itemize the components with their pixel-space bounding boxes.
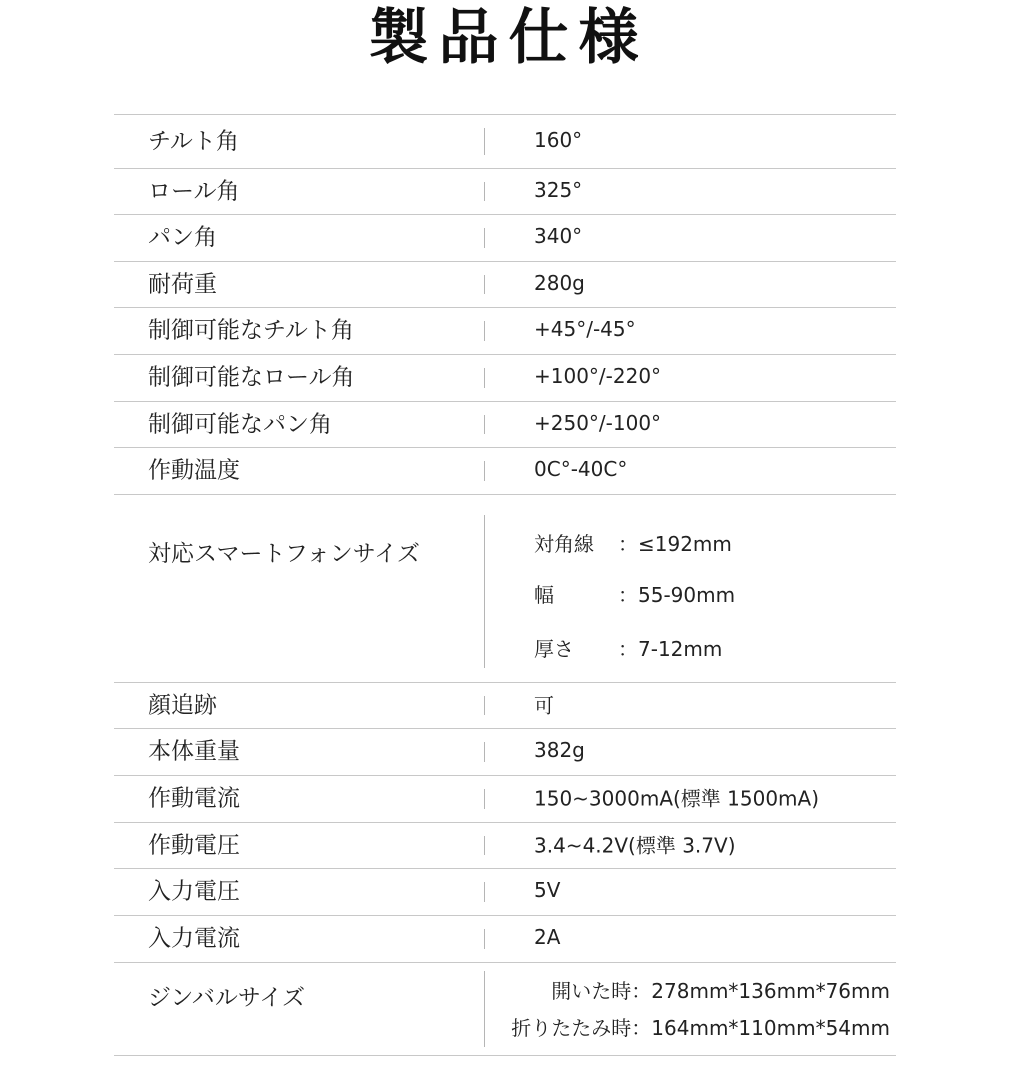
- spec-row-face-tracking: [114, 683, 896, 729]
- spec-subvalue: ：≤192mm: [618, 532, 732, 556]
- column-divider: [484, 182, 485, 201]
- spec-row-controllable-roll: [114, 355, 896, 402]
- spec-value: 0C°-40C°: [534, 457, 628, 481]
- spec-subvalue: ：7-12mm: [618, 637, 723, 661]
- spec-row-body-weight: [114, 729, 896, 776]
- spec-label: 耐荷重: [148, 271, 217, 297]
- spec-subkey: 厚さ: [534, 637, 574, 661]
- spec-value: +100°/-220°: [534, 364, 662, 388]
- spec-row-input-current: [114, 916, 896, 963]
- spec-subline-diagonal: [534, 528, 732, 557]
- column-divider: [484, 461, 485, 481]
- spec-subvalue: ：55-90mm: [618, 583, 736, 607]
- column-divider: [484, 321, 485, 341]
- spec-row-input-voltage: [114, 869, 896, 916]
- spec-subline-width: [534, 579, 735, 608]
- column-divider: [484, 228, 485, 248]
- spec-value: 382g: [534, 738, 585, 762]
- column-divider: [484, 882, 485, 902]
- column-divider: [484, 415, 485, 434]
- spec-row-operating-temperature: [114, 448, 896, 495]
- spec-subkey: 対角線: [534, 532, 594, 556]
- spec-row-tilt-angle: [114, 115, 896, 169]
- spec-row-operating-current: [114, 776, 896, 823]
- spec-value: 2A: [534, 925, 561, 949]
- gimbal-size-open: 開いた時：278mm*136mm*76mm: [551, 979, 890, 1003]
- column-divider: [484, 789, 485, 809]
- spec-label: チルト角: [148, 128, 239, 154]
- spec-value: 280g: [534, 270, 585, 295]
- spec-value: +250°/-100°: [534, 410, 662, 435]
- spec-value: 5V: [534, 878, 561, 902]
- spec-label: 本体重量: [148, 738, 240, 765]
- spec-label: 制御可能なチルト角: [148, 317, 354, 344]
- spec-row-smartphone-size: [114, 495, 896, 683]
- gimbal-size-folded: 折りたたみ時：164mm*110mm*54mm: [511, 1016, 890, 1040]
- spec-label: パン角: [148, 224, 217, 251]
- spec-row-gimbal-size: [114, 963, 896, 1056]
- column-divider: [484, 696, 485, 715]
- column-divider: [484, 515, 485, 668]
- spec-label: 作動電流: [148, 785, 240, 812]
- spec-row-operating-voltage: [114, 823, 896, 869]
- spec-label: 制御可能なパン角: [148, 411, 332, 437]
- spec-value: 3.4~4.2V(標準 3.7V): [534, 833, 736, 857]
- spec-row-controllable-tilt: [114, 308, 896, 355]
- column-divider: [484, 971, 485, 1047]
- spec-value: 150~3000mA(標準 1500mA): [534, 786, 820, 811]
- spec-table: [114, 114, 896, 1056]
- spec-row-roll-angle: [114, 169, 896, 215]
- spec-value: +45°/-45°: [534, 317, 636, 341]
- column-divider: [484, 742, 485, 762]
- spec-label: 作動電圧: [148, 832, 240, 858]
- spec-label: ロール角: [148, 178, 240, 204]
- column-divider: [484, 368, 485, 388]
- spec-label: 顔追跡: [148, 692, 217, 718]
- spec-label: 制御可能なロール角: [148, 364, 355, 391]
- page-title: 製品仕様: [368, 3, 649, 73]
- spec-label: 入力電圧: [148, 878, 240, 905]
- column-divider: [484, 836, 485, 855]
- spec-row-pan-angle: [114, 215, 896, 262]
- spec-label: 入力電流: [148, 925, 240, 952]
- spec-subline-thickness: [534, 633, 722, 662]
- column-divider: [484, 128, 485, 155]
- spec-label: 作動温度: [148, 457, 240, 484]
- spec-value: 340°: [534, 224, 583, 248]
- column-divider: [484, 275, 485, 294]
- column-divider: [484, 929, 485, 949]
- spec-value: 可: [534, 693, 554, 717]
- spec-row-payload: [114, 262, 896, 308]
- spec-label: ジンバルサイズ: [148, 985, 305, 1011]
- spec-subkey: 幅: [534, 583, 554, 607]
- spec-label: 対応スマートフォンサイズ: [148, 541, 420, 567]
- spec-row-controllable-pan: [114, 402, 896, 448]
- spec-value: 325°: [534, 177, 583, 202]
- spec-value: 160°: [534, 127, 583, 152]
